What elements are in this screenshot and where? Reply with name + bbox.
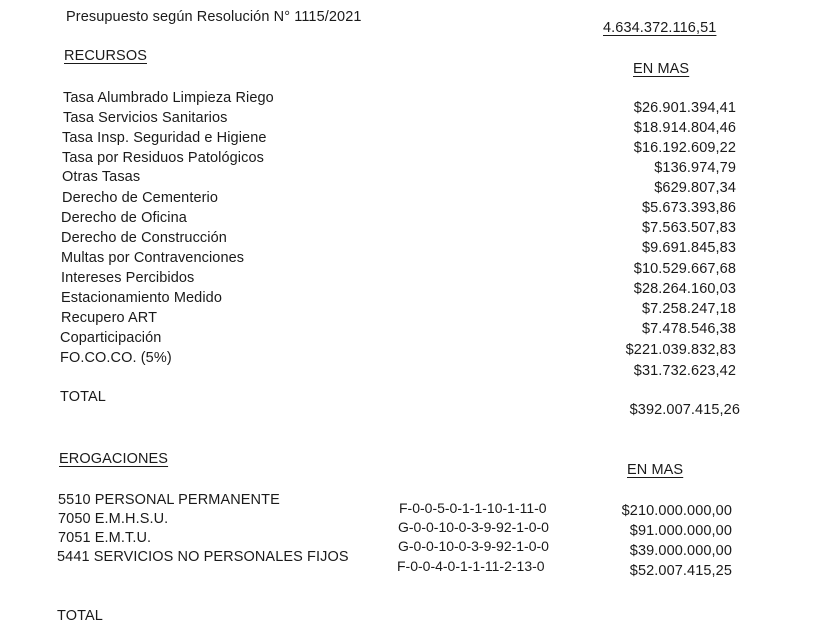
recurso-value: $18.914.804,46 [633,120,736,136]
recurso-value: $221.039.832,83 [625,342,736,358]
erogacion-label: 7050 E.M.H.S.U. [58,511,169,527]
erogacion-code: F-0-0-4-0-1-1-11-2-13-0 [397,558,545,574]
recurso-label: Derecho de Cementerio [62,190,219,206]
page-title: Presupuesto según Resolución N° 1115/2021 [66,9,362,25]
recursos-total-value: $392.007.415,26 [629,402,740,418]
erogaciones-column-label: EN MAS [627,462,684,478]
recurso-label: Otras Tasas [62,169,141,185]
recurso-label: Tasa Alumbrado Limpieza Riego [63,90,274,106]
recurso-value: $7.563.507,83 [641,220,736,236]
recurso-value: $629.807,34 [654,180,736,196]
erogacion-value: $52.007.415,25 [629,563,732,579]
recurso-label: Intereses Percibidos [61,270,195,286]
recurso-label: Derecho de Construcción [61,230,227,246]
recurso-label: Estacionamiento Medido [61,290,222,306]
recurso-label: Recupero ART [61,310,158,326]
erogaciones-heading: EROGACIONES [59,451,169,467]
recurso-label: Tasa Servicios Sanitarios [63,110,228,126]
recurso-label: Derecho de Oficina [61,210,187,226]
budget-amount: 4.634.372.116,51 [603,20,717,36]
recurso-value: $26.901.394,41 [633,100,736,116]
recurso-label: Coparticipación [60,330,162,346]
erogacion-code: G-0-0-10-0-3-9-92-1-0-0 [398,538,549,554]
recurso-value: $28.264.160,03 [633,281,736,297]
recurso-value: $9.691.845,83 [641,240,736,256]
recurso-value: $5.673.393,86 [641,200,736,216]
erogacion-label: 5441 SERVICIOS NO PERSONALES FIJOS [57,549,349,565]
recurso-value: $7.478.546,38 [641,321,736,337]
erogacion-code: G-0-0-10-0-3-9-92-1-0-0 [398,519,549,535]
recurso-value: $136.974,79 [654,160,736,176]
recurso-value: $31.732.623,42 [633,363,736,379]
recurso-value: $10.529.667,68 [633,261,736,277]
recurso-value: $7.258.247,18 [641,301,736,317]
recursos-total-label: TOTAL [60,389,106,405]
recursos-heading: RECURSOS [64,48,147,64]
erogacion-value: $39.000.000,00 [629,543,732,559]
recurso-label: Tasa por Residuos Patológicos [62,150,264,166]
recurso-label: Tasa Insp. Seguridad e Higiene [62,130,267,146]
erogacion-label: 5510 PERSONAL PERMANENTE [58,492,280,508]
recurso-label: FO.CO.CO. (5%) [60,350,172,366]
erogacion-value: $91.000.000,00 [629,523,732,539]
erogacion-value: $210.000.000,00 [621,503,732,519]
erogaciones-total-label: TOTAL [57,608,103,624]
recurso-label: Multas por Contravenciones [61,250,245,266]
erogacion-code: F-0-0-5-0-1-1-10-1-11-0 [399,500,547,516]
recursos-column-label: EN MAS [633,61,690,77]
erogacion-label: 7051 E.M.T.U. [58,530,152,546]
recurso-value: $16.192.609,22 [633,140,736,156]
